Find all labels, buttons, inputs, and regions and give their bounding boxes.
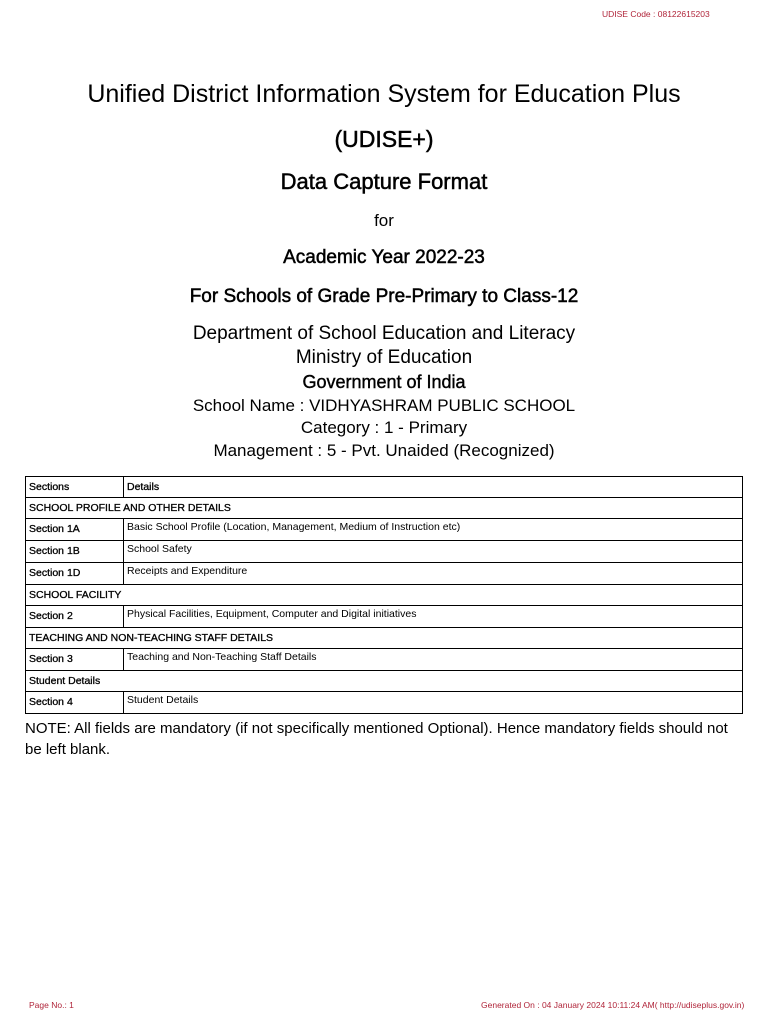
table-group-row — [26, 628, 743, 649]
government-name: Government of India — [302, 372, 466, 392]
table-row — [26, 692, 743, 714]
section-id: Section 1B — [26, 541, 124, 563]
section-details: Student Details — [124, 692, 743, 714]
department-name: Department of School Education and Literacy — [192, 323, 576, 344]
table-row — [26, 563, 743, 585]
table-row — [26, 649, 743, 671]
header-details: Details — [124, 477, 743, 498]
school-name: School Name : VIDHYASHRAM PUBLIC SCHOOL — [192, 396, 576, 415]
academic-year: Academic Year 2022-23 — [283, 247, 485, 268]
table-header-row — [26, 477, 743, 498]
table-row — [26, 541, 743, 563]
table-group-row — [26, 498, 743, 519]
school-management: Management : 5 - Pvt. Unaided (Recognized) — [213, 441, 555, 460]
generated-on: Generated On : 04 January 2024 10:11:24 AM( http://udiseplus.gov.in) — [481, 1000, 745, 1010]
document-abbreviation: (UDISE+) — [334, 126, 434, 152]
group-label: TEACHING AND NON-TEACHING STAFF DETAILS — [26, 628, 743, 649]
group-label: Student Details — [26, 671, 743, 692]
table-group-row — [26, 585, 743, 606]
page-number: Page No.: 1 — [29, 1000, 74, 1010]
table-row — [26, 519, 743, 541]
school-category: Category : 1 - Primary — [300, 418, 468, 437]
section-details: School Safety — [124, 541, 743, 563]
udise-code: UDISE Code : 08122615203 — [602, 9, 710, 19]
mandatory-note: NOTE: All fields are mandatory (if not specifically mentioned Optional). Hence mandatory fields should not be left blank. — [25, 720, 728, 758]
section-details: Receipts and Expenditure — [124, 563, 743, 585]
section-id: Section 1D — [26, 563, 124, 585]
sections-table — [25, 476, 743, 714]
for-label: for — [374, 211, 394, 230]
section-id: Section 1A — [26, 519, 124, 541]
section-details: Basic School Profile (Location, Management, Medium of Instruction etc) — [124, 519, 743, 541]
grade-range: For Schools of Grade Pre-Primary to Class-12 — [189, 286, 579, 307]
section-details: Physical Facilities, Equipment, Computer and Digital initiatives — [124, 606, 743, 628]
table-group-row — [26, 671, 743, 692]
ministry-name: Ministry of Education — [295, 347, 473, 368]
header-sections: Sections — [26, 477, 124, 498]
section-id: Section 4 — [26, 692, 124, 714]
section-details: Teaching and Non-Teaching Staff Details — [124, 649, 743, 671]
document-title: Unified District Information System for Education Plus — [87, 80, 681, 108]
table-row — [26, 606, 743, 628]
format-heading: Data Capture Format — [280, 169, 488, 194]
section-id: Section 3 — [26, 649, 124, 671]
section-id: Section 2 — [26, 606, 124, 628]
group-label: SCHOOL FACILITY — [26, 585, 743, 606]
group-label: SCHOOL PROFILE AND OTHER DETAILS — [26, 498, 743, 519]
